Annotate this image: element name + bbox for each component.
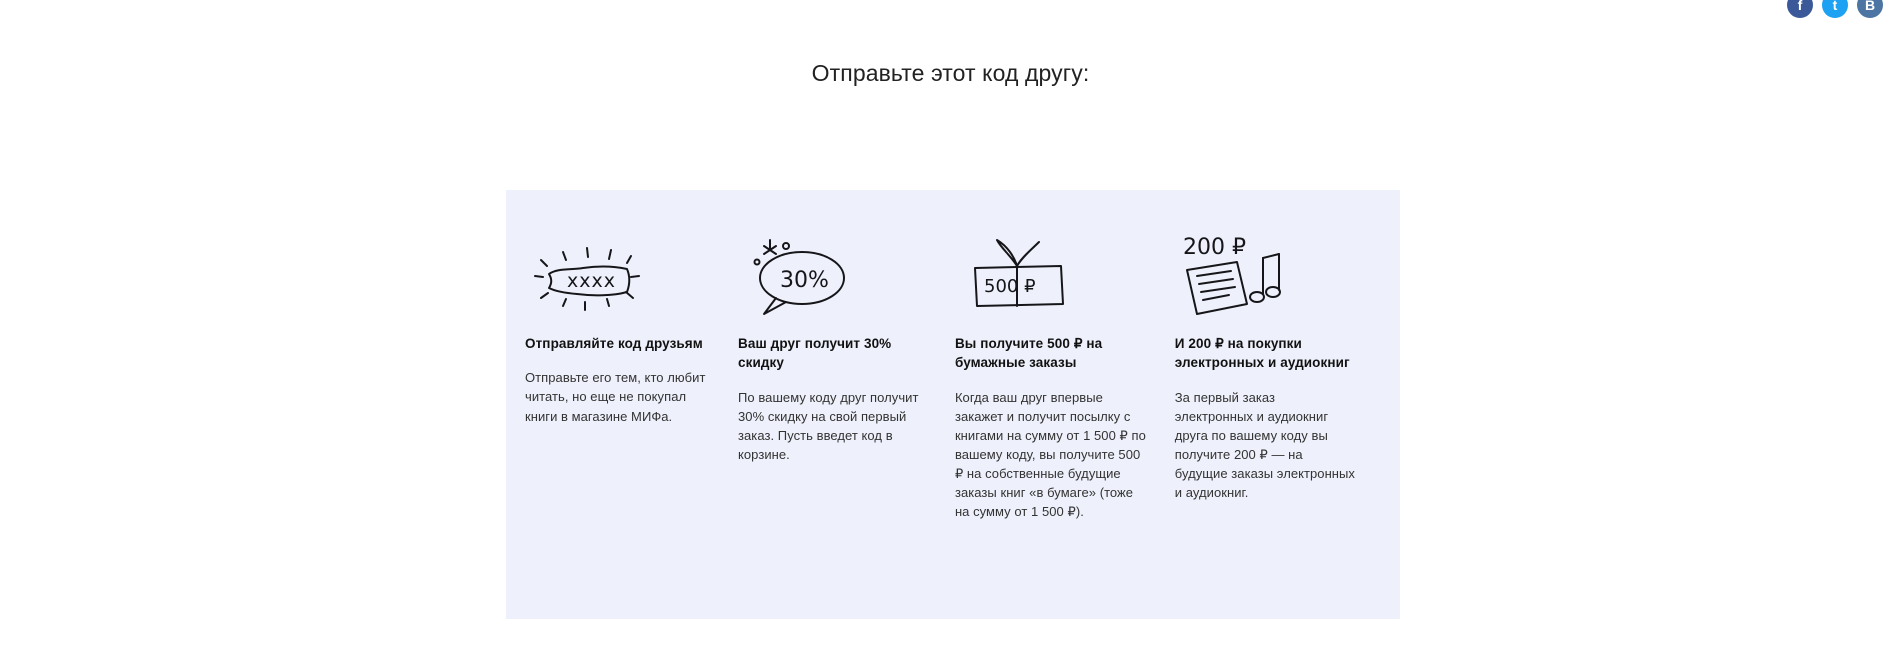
- benefit-card-title: Отправляйте код друзьям: [525, 336, 703, 351]
- discount-bubble-icon: [738, 226, 930, 334]
- benefits-card-list: [506, 190, 1400, 521]
- vk-share-button[interactable]: [1857, 0, 1883, 18]
- benefit-card-title: Ваш друг получит 30% скидку: [738, 336, 892, 371]
- page-title: Отправьте этот код другу:: [811, 60, 1090, 86]
- benefit-card-body: По вашему коду друг получит 30% скидку на свой первый заказ. Пусть введет код в корзине.: [738, 389, 919, 462]
- ebook-audiobook-icon: [1175, 226, 1355, 334]
- svg-text:500 ₽: 500 ₽: [983, 276, 1036, 297]
- facebook-icon: f: [1797, 0, 1803, 13]
- twitter-share-button[interactable]: [1822, 0, 1848, 18]
- svg-text:200 ₽: 200 ₽: [1182, 234, 1246, 260]
- vk-icon: B: [1864, 0, 1876, 13]
- twitter-icon: t: [1832, 0, 1838, 13]
- benefit-card-title: И 200 ₽ на покупки электронных и аудиокниг: [1174, 336, 1350, 371]
- benefit-card: [955, 226, 1175, 521]
- benefit-card-title: Вы получите 500 ₽ на бумажные заказы: [954, 336, 1103, 371]
- benefit-card: [525, 226, 738, 521]
- benefit-card: [1175, 226, 1380, 521]
- social-share-bar: [1787, 0, 1883, 18]
- benefits-panel: [506, 190, 1400, 619]
- benefit-card-body: За первый заказ электронных и аудиокниг друга по вашему коду вы получите 200 ₽ — на будущие заказы электронных и аудиокниг.: [1174, 389, 1355, 501]
- benefit-card: [738, 226, 955, 521]
- benefit-card-body: Когда ваш друг впервые закажет и получит посылку с книгами на сумму от 1 500 ₽ по вашему коду, вы получите 500 ₽ на собственные будущие заказы книг «в бумаге» (тоже на сумму от 1 500 ₽).: [954, 389, 1146, 520]
- svg-text:30%: 30%: [780, 268, 829, 293]
- facebook-share-button[interactable]: [1787, 0, 1813, 18]
- svg-text:xxxx: xxxx: [567, 270, 616, 292]
- gift-box-icon: [955, 226, 1150, 334]
- ticket-code-icon: [525, 226, 713, 334]
- benefit-card-body: Отправьте его тем, кто любит читать, но еще не покупал книги в магазине МИФа.: [525, 370, 706, 424]
